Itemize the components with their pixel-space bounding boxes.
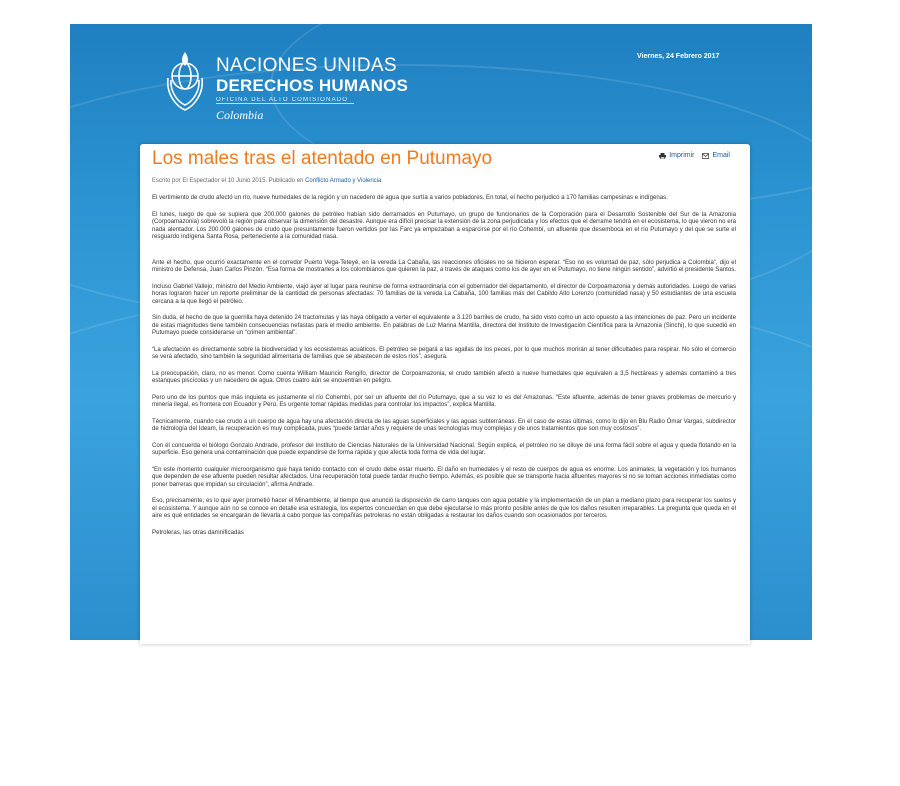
article-paragraph: El vertimiento de crudo afectó un río, nueve humedales de la región y un nacedero de agua que surtía a varios pobladores. En total, el hecho perjudicó a 170 familias campesinas e indígenas. <box>152 194 668 201</box>
printer-icon <box>659 153 666 159</box>
envelope-icon <box>702 153 709 159</box>
country-label: Colombia <box>216 108 264 122</box>
article-paragraph: Pero uno de los puntos que más inquieta es justamente el río Cohembí, por ser un afluente del río Putumayo, que a su vez lo es del Amazonas. “Este afluente, además de tener graves problemas de mercurio y minería ilegal, es frontera con Ecuador y Perú. Es urgente tomar rápidas medidas para controlar los impactos”, explica Mantilla. <box>152 393 736 408</box>
un-emblem-icon[interactable] <box>162 50 208 116</box>
article-paragraph: “La afectación es directamente sobre la biodiversidad y los ecosistemas acuáticos. El petróleo se pegará a las agallas de los peces, por lo que muchos morirán al tener dificultades para respirar. No sólo el comercio se verá afectado, sino también la seguridad alimentaria de familias que se abastecen de estos ríos”, asegura. <box>152 345 736 360</box>
logo-divider <box>216 103 354 104</box>
meta-byline: Escrito por El Espectador el 10 Junio 2015. Publicado en <box>152 178 306 184</box>
category-link[interactable]: Conflicto Armado y Violencia <box>305 178 382 184</box>
article-paragraph: Eso, precisamente, es lo que ayer prometió hacer el Minambiente, al tiempo que anunció la disposición de carro tanques con agua potable y la implementación de un plan a mediano plazo para recuperar los suelos y el ecosistema. Y aunque aún no se conoce en detalle esa estrategia, los expertos concuerdan en que debe ejecutarse lo más pronto posible antes de que los daños resulten irreparables. La pregunta que queda en el aire es qué entidades se encargarán de llevarla a cabo porque las compañías petroleras no están obligadas a restaurar los daños cuando son ocasionados por terceros. <box>152 497 736 519</box>
article-paragraph: Con él concuerda el biólogo Gonzalo Andrade, profesor del Instituto de Ciencias Naturales de la Universidad Nacional. Según explica, el petróleo no se diluye de una forma fácil sobre el agua y queda flotando en la superficie. Eso genera una contaminación que puede expandirse de forma rápida y que afecta toda forma de vida del lugar. <box>152 441 736 456</box>
org-name-line3: OFICINA DEL ALTO COMISIONADO <box>216 97 349 103</box>
article-paragraph: Técnicamente, cuando cae crudo a un cuerpo de agua hay una afectación directa de las aguas superficiales y las aguas subterráneas. En el caso de estas últimas, como lo dijo en Blu Radio Ómar Vargas, subdirector de hidrología del Ideam, la recuperación es muy complicada, pues “puede tardar años y requiere de unas tecnologías muy complejas y de unos tratamientos que son muy costosos”. <box>152 417 736 432</box>
current-date: Viernes, 24 Febrero 2017 <box>637 53 720 60</box>
article-body <box>152 194 736 545</box>
email-label: Email <box>712 152 730 159</box>
article-meta <box>152 178 381 184</box>
article-paragraph: El lunes, luego de que se supiera que 200.000 galones de petróleo habían sido derramados en Putumayo, un grupo de funcionarios de la Corporación para el Desarrollo Sostenible del Sur de la Amazonia (Corpoamazonia) sobrevoló la región para observar la dimensión del desastre. Aunque era difícil precisar la extensión de la zona perjudicada y los efectos que el derrame tendrá en el ecosistema, lo que vieron no era nada alentador. Los 200.000 galones de crudo que presuntamente fueron vertidos por las Farc ya empezaban a esparcirse por el río Cohembí, un afluente que desemboca en el río Putumayo y del que se surte el resguardo indígena Santa Rosa, perteneciente a la comunidad nasa. <box>152 210 736 240</box>
org-logo-text[interactable] <box>216 56 408 103</box>
article-paragraph: Ante el hecho, que ocurrió exactamente en el corredor Puerto Vega-Teteyé, en la vereda La Cabaña, las reacciones oficiales no se hicieron esperar. “Eso no es voluntad de paz, sólo perjudica a Colombia”, dijo el ministro de Defensa, Juan Carlos Pinzón. “Esa forma de mostrarles a los colombianos que quieren la paz, a través de ataques como los de ayer en el Putumayo, no tiene ningún sentido”, advirtió el presidente Santos. <box>152 258 736 273</box>
article-paragraph: “En este momento cualquier microorganismo que haya tenido contacto con el crudo debe estar muerto. El daño en humedales y el resto de cuerpos de agua es enorme. Los animales, la vegetación y los humanos que dependen de ese afluente pueden resultar afectados. Una recuperación total puede tardar mucho tiempo. Además, es posible que se transporte hacia afluentes mayores si no se toman acciones inmediatas como poner barreras que impidan su circulación”, afirma Andrade. <box>152 465 736 488</box>
article-paragraph: Incluso Gabriel Vallejo, ministro del Medio Ambiente, viajó ayer al lugar para reunirse de forma extraordinaria con el gobernador del departamento, el director de Corpoamazonia y demás autoridades. Luego de varias horas lograron hacer un reporte preliminar de la cantidad de personas afectadas: 70 familias de la vereda La Cabaña, 100 familias más del Cabildo Alto Lorenzo (comunidad nasa) y 50 estudiantes de una escuela cercana a la que llegó el petróleo. <box>152 282 736 305</box>
article-paragraph: Sin duda, el hecho de que la guerrilla haya detenido 24 tractomulas y las haya obligado a verter el equivalente a 3.120 barriles de crudo, ha sido visto como un acto opuesto a las intenciones de paz. Pero un incidente de estas magnitudes tiene también consecuencias nefastas para el medio ambiente. En palabras de Luz Marina Mantilla, directora del Instituto de Investigación Científica para la Amazonia (Sinchi), lo que sucedió en Putumayo puede considerarse un “crimen ambiental”. <box>152 314 736 336</box>
article-title: Los males tras el atentado en Putumayo <box>152 148 493 169</box>
article-tools <box>659 152 730 159</box>
print-button[interactable] <box>659 152 694 159</box>
org-name-line2: DERECHOS HUMANOS <box>216 76 409 95</box>
org-name-line1: NACIONES UNIDAS <box>216 55 397 76</box>
article-subheading: Petroleras, las otras damnificadas <box>152 528 244 536</box>
email-button[interactable] <box>702 152 730 159</box>
article-paragraph: La preocupación, claro, no es menor. Como cuenta William Mauricio Rengifo, director de Corpoamazonia, el crudo también afectó a nueve humedales que equivalen a 3,5 hectáreas y además contaminó a tres estanques piscícolas y un nacedero de agua. Otros cuatro aún se encuentran en peligro. <box>152 369 736 384</box>
print-label: Imprimir <box>669 152 695 159</box>
article-panel <box>140 144 750 644</box>
